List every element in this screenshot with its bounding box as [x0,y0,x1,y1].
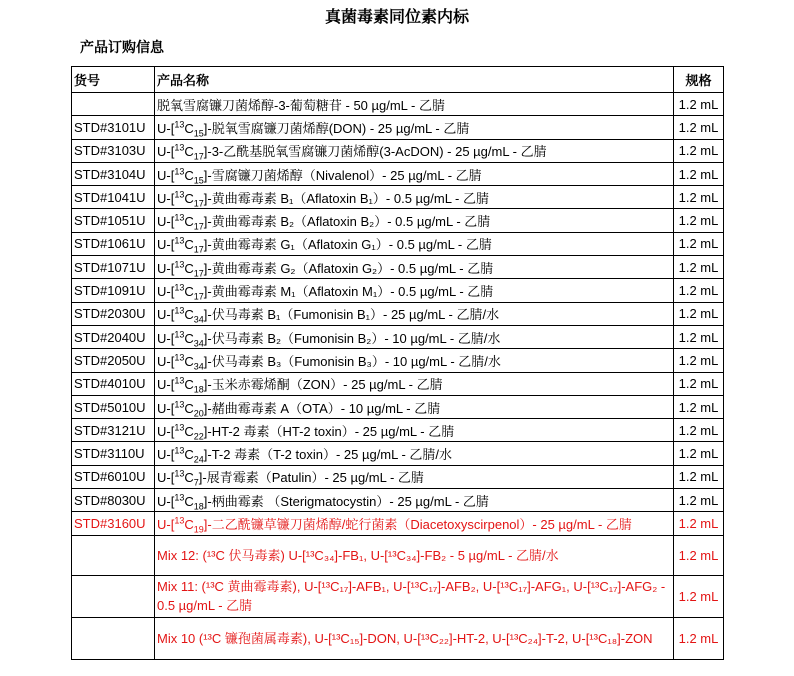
product-spec: 1.2 mL [674,325,724,348]
label-prefix: U-[ [157,493,175,509]
carbon-symbol: C [184,237,194,253]
product-name [155,372,674,395]
column-header-name: 产品名称 [155,67,674,93]
table-row [72,302,724,325]
carbon-symbol: C [184,330,194,346]
carbon-symbol: C [184,190,194,206]
table-row [72,512,724,535]
product-name-text: ]-玉米赤霉烯酮（ZON）- 25 µg/mL - 乙腈 [203,377,443,393]
product-spec: 1.2 mL [674,372,724,395]
product-name-text: ]-黄曲霉毒素 G₁（Aflatoxin G₁）- 0.5 µg/mL - 乙腈 [203,237,492,253]
product-name-text: ]-伏马毒素 B₁（Fumonisin B₁）- 25 µg/mL - 乙腈/水 [203,307,500,323]
product-spec: 1.2 mL [674,209,724,232]
product-name-text: ]-黄曲霉毒素 G₂（Aflatoxin G₂）- 0.5 µg/mL - 乙腈 [203,260,494,276]
product-spec: 1.2 mL [674,93,724,116]
table-row [72,465,724,488]
isotope-mass: 13 [174,399,185,410]
product-name-text: ]-二乙酰镰草镰刀菌烯醇/蛇行菌素（Diacetoxyscirpenol）- 25 µg/mL - 乙腈 [203,516,632,532]
label-prefix: U-[ [157,400,175,416]
product-spec: 1.2 mL [674,535,724,575]
product-code: STD#3104U [72,162,155,185]
label-prefix: U-[ [157,260,175,276]
mix-row [72,535,724,575]
carbon-count: 15 [193,175,204,186]
product-name [155,512,674,535]
table-row [72,279,724,302]
product-name-text: ]-伏马毒素 B₃（Fumonisin B₃）- 10 µg/mL - 乙腈/水 [203,353,501,369]
product-code: STD#1051U [72,209,155,232]
table-row [72,325,724,348]
carbon-count: 7 [193,477,199,488]
isotope-mass: 13 [174,352,185,363]
product-spec: 1.2 mL [674,279,724,302]
isotope-mass: 13 [174,422,185,433]
carbon-symbol: C [184,493,194,509]
carbon-symbol: C [184,260,194,276]
carbon-symbol: C [184,284,194,300]
product-name [155,139,674,162]
carbon-symbol: C [184,400,194,416]
isotope-mass: 13 [174,119,185,130]
product-name [155,256,674,279]
product-spec: 1.2 mL [674,442,724,465]
carbon-count: 17 [193,151,204,162]
product-name [155,419,674,442]
section-title: 产品订购信息 [80,40,164,56]
product-code: STD#2030U [72,302,155,325]
carbon-count: 20 [193,408,204,419]
product-name [155,325,674,348]
carbon-symbol: C [184,120,194,136]
product-name [155,186,674,209]
product-code: STD#1041U [72,186,155,209]
label-prefix: U-[ [157,330,175,346]
product-spec: 1.2 mL [674,419,724,442]
product-code: STD#5010U [72,395,155,418]
table-row [72,372,724,395]
table-row [72,186,724,209]
product-spec: 1.2 mL [674,162,724,185]
product-spec: 1.2 mL [674,256,724,279]
carbon-count: 34 [193,361,204,372]
isotope-mass: 13 [174,236,185,247]
table-row [72,349,724,372]
label-prefix: U-[ [157,447,175,463]
product-name [155,116,674,139]
product-name [155,93,674,116]
product-name-text: ]-展青霉素（Patulin）- 25 µg/mL - 乙腈 [198,470,424,486]
carbon-count: 18 [193,501,204,512]
product-name [155,349,674,372]
table-row [72,116,724,139]
mix-row [72,617,724,659]
product-code: STD#3101U [72,116,155,139]
carbon-symbol: C [184,307,194,323]
column-header-code: 货号 [72,67,155,93]
label-prefix: U-[ [157,377,175,393]
table-row [72,419,724,442]
product-name-text: ]-黄曲霉毒素 M₁（Aflatoxin M₁）- 0.5 µg/mL - 乙腈 [203,284,494,300]
product-name-text: ]-脱氧雪腐镰刀菌烯醇(DON) - 25 µg/mL - 乙腈 [203,120,470,136]
product-spec: 1.2 mL [674,395,724,418]
product-code: STD#3103U [72,139,155,162]
table-row [72,209,724,232]
mix-row [72,575,724,617]
isotope-mass: 13 [174,469,185,480]
product-name-text: ]-伏马毒素 B₂（Fumonisin B₂）- 10 µg/mL - 乙腈/水 [203,330,501,346]
product-name-text: ]-T-2 毒素（T-2 toxin）- 25 µg/mL - 乙腈/水 [203,447,453,463]
isotope-mass: 13 [174,166,185,177]
table-header-row [72,67,724,93]
label-prefix: U-[ [157,144,175,160]
isotope-mass: 13 [174,329,185,340]
product-table [71,66,724,660]
product-name [155,232,674,255]
table-row [72,232,724,255]
product-name [155,302,674,325]
label-prefix: U-[ [157,167,175,183]
mix-name: Mix 10 (¹³C 镰孢菌属毒素), U-[¹³C₁₅]-DON, U-[¹³C₂₂]-HT-2, U-[¹³C₂₄]-T-2, U-[¹³C₁₈]-ZON [155,617,674,659]
carbon-symbol: C [184,470,194,486]
carbon-count: 17 [193,268,204,279]
product-code: STD#2050U [72,349,155,372]
product-spec: 1.2 mL [674,139,724,162]
label-prefix: U-[ [157,284,175,300]
table-row [72,162,724,185]
product-name-text: 脱氧雪腐镰刀菌烯醇-3-葡萄糖苷 - 50 µg/mL - 乙腈 [157,97,445,113]
carbon-count: 15 [193,128,204,139]
carbon-count: 22 [193,431,204,442]
mix-name: Mix 12: (¹³C 伏马毒素) U-[¹³C₃₄]-FB₁, U-[¹³C₃₄]-FB₂ - 5 µg/mL - 乙腈/水 [155,535,674,575]
product-code [72,575,155,617]
carbon-symbol: C [184,423,194,439]
table-row [72,489,724,512]
product-name [155,279,674,302]
product-spec: 1.2 mL [674,349,724,372]
isotope-mass: 13 [174,515,185,526]
carbon-count: 19 [193,524,204,535]
product-spec: 1.2 mL [674,232,724,255]
table-row [72,256,724,279]
product-spec: 1.2 mL [674,465,724,488]
label-prefix: U-[ [157,190,175,206]
isotope-mass: 13 [174,259,185,270]
product-code: STD#3121U [72,419,155,442]
product-code: STD#2040U [72,325,155,348]
label-prefix: U-[ [157,237,175,253]
product-name [155,442,674,465]
carbon-symbol: C [184,214,194,230]
product-spec: 1.2 mL [674,489,724,512]
isotope-mass: 13 [174,212,185,223]
label-prefix: U-[ [157,470,175,486]
label-prefix: U-[ [157,353,175,369]
product-spec: 1.2 mL [674,116,724,139]
label-prefix: U-[ [157,307,175,323]
label-prefix: U-[ [157,423,175,439]
product-code: STD#4010U [72,372,155,395]
product-code: STD#1061U [72,232,155,255]
label-prefix: U-[ [157,120,175,136]
table-row [72,93,724,116]
product-spec: 1.2 mL [674,575,724,617]
table-row [72,395,724,418]
carbon-symbol: C [184,353,194,369]
product-name-text: ]-黄曲霉毒素 B₁（Aflatoxin B₁）- 0.5 µg/mL - 乙腈 [203,190,489,206]
product-name [155,162,674,185]
carbon-count: 18 [193,384,204,395]
product-code: STD#3110U [72,442,155,465]
isotope-mass: 13 [174,375,185,386]
product-name [155,209,674,232]
product-spec: 1.2 mL [674,512,724,535]
product-name-text: ]-柄曲霉素 （Sterigmatocystin）- 25 µg/mL - 乙腈 [203,493,489,509]
product-name-text: ]-雪腐镰刀菌烯醇（Nivalenol）- 25 µg/mL - 乙腈 [203,167,482,183]
product-code: STD#3160U [72,512,155,535]
carbon-symbol: C [184,167,194,183]
carbon-count: 34 [193,314,204,325]
isotope-mass: 13 [174,445,185,456]
product-code: STD#8030U [72,489,155,512]
carbon-count: 24 [193,454,204,465]
product-name-text: ]-黄曲霉毒素 B₂（Aflatoxin B₂）- 0.5 µg/mL - 乙腈 [203,214,491,230]
product-code: STD#6010U [72,465,155,488]
product-name-text: ]-HT-2 毒素（HT-2 toxin）- 25 µg/mL - 乙腈 [203,423,455,439]
carbon-symbol: C [184,516,194,532]
column-header-spec: 规格 [674,67,724,93]
product-name [155,489,674,512]
product-code: STD#1071U [72,256,155,279]
carbon-symbol: C [184,447,194,463]
product-spec: 1.2 mL [674,302,724,325]
carbon-count: 17 [193,245,204,256]
product-code: STD#1091U [72,279,155,302]
isotope-mass: 13 [174,492,185,503]
mix-name: Mix 11: (¹³C 黄曲霉毒素), U-[¹³C₁₇]-AFB₁, U-[¹³C₁₇]-AFB₂, U-[¹³C₁₇]-AFG₁, U-[¹³C₁₇]-AFG₂ - 0.5 µg/mL - 乙腈 [155,575,674,617]
label-prefix: U-[ [157,516,175,532]
page-title: 真菌毒素同位素内标 [324,7,469,26]
product-spec: 1.2 mL [674,617,724,659]
carbon-count: 17 [193,291,204,302]
product-name-text: ]-3-乙酰基脱氧雪腐镰刀菌烯醇(3-AcDON) - 25 µg/mL - 乙腈 [203,144,547,160]
table-row [72,139,724,162]
isotope-mass: 13 [174,282,185,293]
product-code [72,93,155,116]
isotope-mass: 13 [174,189,185,200]
carbon-count: 17 [193,198,204,209]
carbon-symbol: C [184,377,194,393]
carbon-count: 34 [193,338,204,349]
carbon-count: 17 [193,221,204,232]
product-name [155,465,674,488]
label-prefix: U-[ [157,214,175,230]
carbon-symbol: C [184,144,194,160]
product-code [72,617,155,659]
product-spec: 1.2 mL [674,186,724,209]
product-name [155,395,674,418]
table-row [72,442,724,465]
isotope-mass: 13 [174,142,185,153]
isotope-mass: 13 [174,305,185,316]
product-code [72,535,155,575]
product-name-text: ]-赭曲霉毒素 A（OTA）- 10 µg/mL - 乙腈 [203,400,441,416]
